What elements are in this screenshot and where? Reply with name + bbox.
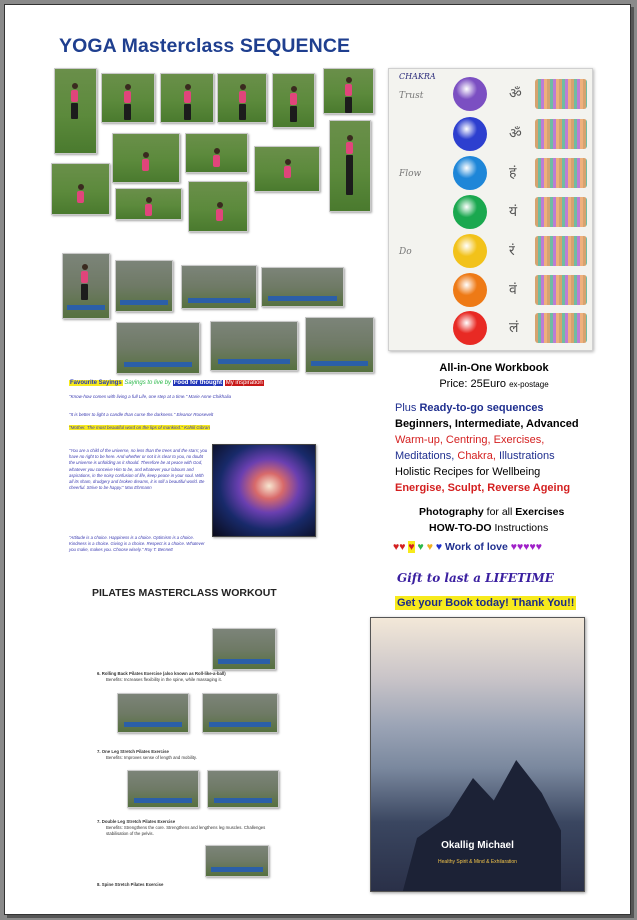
- gift-line: Gift to last a LIFETIME: [397, 571, 554, 585]
- topics-line-2: [395, 450, 605, 462]
- pilates-title: PILATES MASTERCLASS WORKOUT: [92, 587, 277, 599]
- yoga-photo: [112, 133, 180, 183]
- chakra-orb: [453, 77, 487, 111]
- photography-line: [419, 506, 629, 518]
- yoga-photo: [101, 73, 155, 123]
- yoga-mat-photo: [116, 322, 200, 374]
- chakra-glyph: लं: [509, 320, 519, 336]
- page: [4, 4, 631, 915]
- chakra-art: [535, 158, 587, 188]
- quote-3: "Mother. The most beautiful word on the lips of mankind." Kahlil Gibran: [69, 425, 210, 430]
- pilates-photo: [207, 770, 279, 808]
- pilates-photo: [205, 845, 269, 877]
- yoga-photo: [51, 163, 110, 215]
- energise-line: Energise, Sculpt, Reverse Ageing: [395, 482, 571, 494]
- yoga-photo: [160, 73, 214, 123]
- chakra-heading: CHAKRA: [399, 72, 436, 81]
- pilates-photo: [202, 693, 278, 733]
- chakra-word: Flow: [399, 169, 422, 179]
- galaxy-painting: [212, 444, 316, 537]
- workbook-price: [389, 378, 599, 390]
- cta-text: Get your Book today! Thank You!!: [397, 597, 575, 609]
- page-title: YOGA Masterclass SEQUENCE: [59, 35, 351, 57]
- price-label: Price: 25Euro: [439, 378, 506, 390]
- love-text: Work of love: [445, 541, 508, 553]
- chakra-glyph: ॐ: [509, 126, 522, 142]
- quote-1: "Know-how comes with living a full Life, one step at a time." Marie Anne Chikhalia: [69, 394, 232, 399]
- chakra-orb: [453, 117, 487, 151]
- recipes-line: Holistic Recipes for Wellbeing: [395, 466, 541, 478]
- pilates-item-name: 8. Spine Stretch Pilates Exercise: [97, 882, 164, 887]
- yoga-mat-photo: [62, 253, 110, 319]
- chakra-orb: [453, 311, 487, 345]
- yoga-photo: [254, 146, 320, 192]
- photography-label: Photography: [419, 506, 484, 518]
- yoga-mat-photo: [210, 321, 298, 371]
- topic-illustrations: Illustrations: [498, 450, 555, 462]
- quote-2: "It is better to light a candle than curse the darkness." Eleanor Roosevelt: [69, 412, 214, 417]
- topics-line-1: Warm-up, Centring, Exercises,: [395, 434, 545, 446]
- levels-line: Beginners, Intermediate, Advanced: [395, 418, 579, 430]
- chakra-art: [535, 197, 587, 227]
- quote-attitude: "Attitude is a choice. Happiness is a choice. Optimism is a choice. Kindness is a choice. Giving is a choice. Respect is a choice. Whatever you make, makes you. Choose wisely." Roy T. Bennett: [69, 535, 205, 553]
- pilates-photo: [117, 693, 189, 733]
- chakra-glyph: रं: [509, 243, 515, 259]
- sayings-labels: [69, 380, 264, 386]
- chakra-orb: [453, 195, 487, 229]
- book-author: Okallig Michael: [441, 840, 514, 851]
- chakra-illustration: [388, 68, 593, 351]
- yoga-photo: [272, 73, 315, 128]
- yoga-photo: [217, 73, 267, 123]
- chakra-orb: [453, 156, 487, 190]
- pilates-item-desc: Benefits: Improves sense of length and mobility.: [106, 755, 197, 760]
- howto-instructions: Instructions: [494, 522, 549, 534]
- chakra-glyph: यं: [509, 204, 518, 220]
- howto-label: HOW-TO-DO: [429, 522, 492, 534]
- sayings-label-1: Favourite Sayings: [70, 380, 122, 386]
- chakra-word: Do: [399, 247, 412, 257]
- yoga-photo: [54, 68, 97, 154]
- sayings-label-2: Sayings to live by: [124, 380, 172, 386]
- yoga-mat-photo: [305, 317, 374, 373]
- workbook-heading: All-in-One Workbook: [439, 362, 549, 374]
- topic-chakra: Chakra,: [457, 450, 496, 462]
- love-line: ♥♥ ♥ ♥ ♥ ♥ Work of love ♥♥♥♥♥: [393, 541, 542, 553]
- price-suffix: ex-postage: [509, 380, 549, 389]
- chakra-art: [535, 119, 587, 149]
- chakra-art: [535, 313, 587, 343]
- plus-prefix: Plus: [395, 402, 417, 414]
- quote-desiderata: "You are a child of the universe, no less than the trees and the stars; you have no right to be here. And whether or not it is clear to you, no doubt the universe is unfolding as it should. Therefore be at peace with God, whatever you conceive Him to be, and whatever your labours and aspirations, in the noisy confusion of life, keep peace in your soul. With all its sham, drudgery and broken dreams, it is still a beautiful world. Be cheerful. Strive to be happy." Max Ehrmann: [69, 448, 208, 491]
- sayings-label-4: My inspiration: [225, 380, 263, 386]
- chakra-art: [535, 275, 587, 305]
- yoga-photo: [188, 181, 248, 232]
- pilates-photo: [127, 770, 199, 808]
- yoga-photo: [115, 188, 182, 220]
- yoga-mat-photo: [181, 265, 257, 309]
- hearts-left: ♥♥: [393, 541, 406, 553]
- chakra-glyph: वं: [509, 282, 517, 298]
- chakra-glyph: हं: [509, 165, 517, 181]
- photography-exercises: Exercises: [515, 506, 565, 518]
- chakra-glyph: ॐ: [509, 86, 522, 102]
- chakra-orb: [453, 273, 487, 307]
- pilates-photo: [212, 628, 276, 670]
- plus-highlight: Ready-to-go sequences: [419, 402, 544, 414]
- howto-line: [429, 522, 631, 534]
- sayings-label-3: Food for thought: [173, 380, 223, 386]
- yoga-mat-photo: [261, 267, 344, 307]
- rock-shape: [401, 748, 561, 892]
- pilates-item-name: 6. Rolling Back Pilates Exercise (also known as Roll-like-a-ball): [97, 671, 226, 676]
- topic-meditations: Meditations,: [395, 450, 455, 462]
- plus-line: [395, 402, 605, 414]
- yoga-photo: [185, 133, 248, 173]
- yoga-photo: [323, 68, 374, 114]
- yoga-mat-photo: [115, 260, 173, 312]
- cta-banner: [395, 597, 605, 609]
- pilates-item-name: 7. One Leg Stretch Pilates Exercise: [97, 749, 169, 754]
- chakra-orb: [453, 234, 487, 268]
- hearts-right: ♥♥♥♥♥: [510, 541, 542, 553]
- pilates-item-name: 7. Double Leg Stretch Pilates Exercise: [97, 819, 176, 824]
- chakra-art: [535, 236, 587, 266]
- chakra-word: Trust: [399, 91, 424, 101]
- yoga-photo: [329, 120, 371, 212]
- photography-mid: for all: [486, 506, 513, 518]
- book-cover: [370, 617, 585, 892]
- chakra-art: [535, 79, 587, 109]
- book-subtitle: Healthy Spirit & Mind & Exhilaration: [438, 859, 517, 865]
- pilates-item-desc: Benefits: Increases flexibility in the spine, while massaging it.: [106, 677, 222, 682]
- pilates-item-desc: Benefits: Strengthens the core. Strengthens and lengthens leg muscles. Challenges stabilisation of the pelvis.: [106, 825, 266, 836]
